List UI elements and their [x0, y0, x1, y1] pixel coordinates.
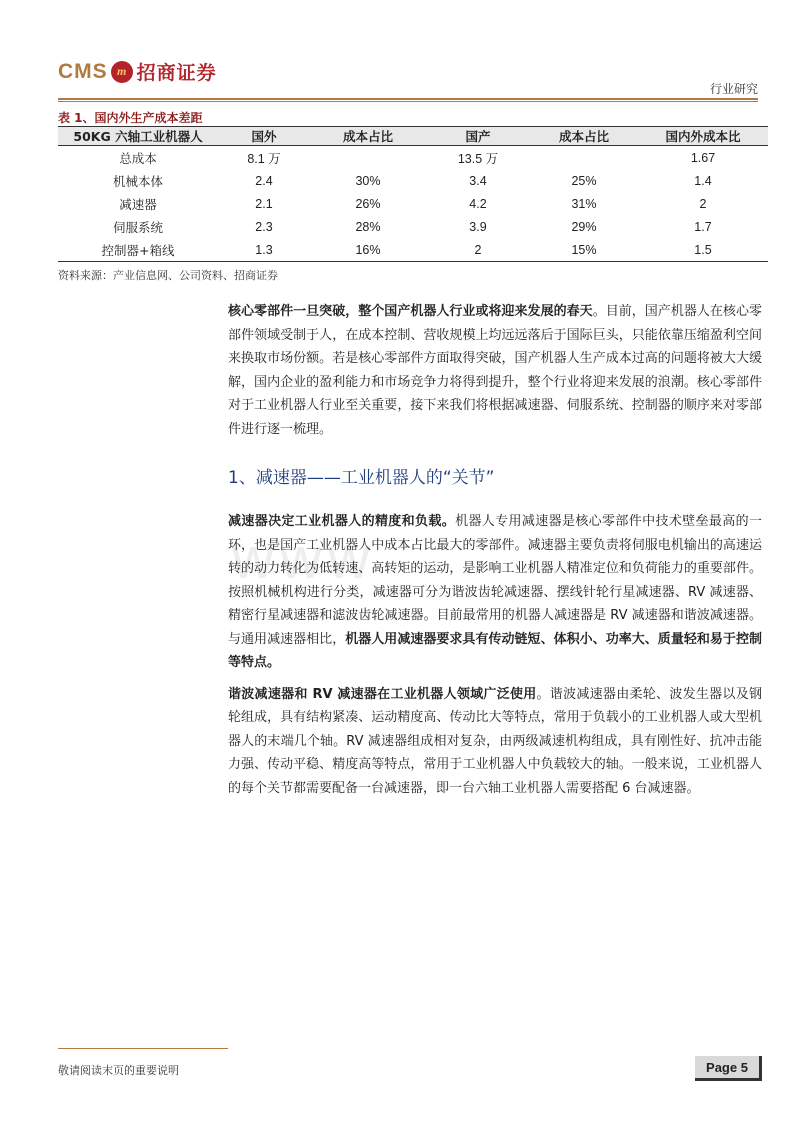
- table-cell: 机械本体: [112, 173, 163, 189]
- table-cell: [310, 146, 426, 170]
- paragraph-emphasis: 机器人用减速器要求具有传动链短、体积小、功率大、质量轻和易于控制等特点。: [228, 631, 762, 670]
- table-cell: 4.2: [469, 196, 487, 211]
- table-row: [58, 146, 768, 170]
- table-cell: 1.7: [694, 219, 712, 234]
- table-cell: 总成本: [119, 150, 157, 166]
- table-header-row: [58, 127, 768, 146]
- paragraph-lead: 减速器决定工业机器人的精度和负载。: [228, 514, 456, 529]
- table-cell: 1.5: [638, 238, 768, 262]
- footer-divider: [58, 1048, 228, 1049]
- table-row: [58, 192, 768, 215]
- table-cell: 控制器+箱线: [58, 238, 218, 262]
- table-cell: 1.67: [690, 150, 716, 165]
- footer-disclaimer: 敬请阅读末页的重要说明: [58, 1064, 179, 1077]
- page-number: Page 5: [695, 1056, 762, 1081]
- table-cell: [530, 146, 638, 170]
- column-header: 国产: [426, 127, 530, 146]
- cms-logo: [58, 58, 217, 85]
- paragraph-text: 。目前，国产机器人在核心零部件领域受制于人，在成本控制、营收规模上均远远落后于国际巨头，只能依靠压缩盈利空间来换取市场份额。若是核心零部件方面取得突破，国产机器人生产成本过高的问题将被大大缓解，国内企业的盈利能力和市场竞争力将得到提升，整个行业将迎来发展的浪潮。核心零部件对于工业机器人行业至关重要，接下来我们将根据减速器、伺服系统、控制器的顺序来对零部件进行逐一梳理。: [228, 304, 762, 437]
- table-cell: 3.4: [469, 173, 487, 188]
- table-cell: 伺服系统: [112, 219, 163, 235]
- column-header: 国内外成本比: [638, 127, 768, 146]
- paragraph-harmonic-rv: [228, 683, 762, 801]
- table-row: [58, 169, 768, 192]
- table-cell: 2: [699, 196, 707, 211]
- table-cell: 15%: [530, 238, 638, 262]
- column-header: 国外: [218, 127, 310, 146]
- column-header: 成本占比: [530, 127, 638, 146]
- paragraph-reducer: [228, 510, 762, 675]
- table-cell: 1.4: [694, 173, 712, 188]
- table-cell: 2: [426, 238, 530, 262]
- column-header: 成本占比: [310, 127, 426, 146]
- column-header: 50KG 六轴工业机器人: [58, 127, 218, 146]
- header-divider: [58, 98, 758, 100]
- body-content: [228, 300, 762, 808]
- paragraph-lead: 核心零部件一旦突破，整个国产机器人行业或将迎来发展的春天: [228, 304, 593, 319]
- table-row: [58, 215, 768, 238]
- table-cell: 25%: [571, 173, 597, 188]
- page-header: [58, 58, 758, 104]
- table-source: 资料来源：产业信息网、公司资料、招商证券: [58, 269, 278, 282]
- cost-comparison-table: [58, 126, 768, 262]
- logo-mark-icon: m: [111, 61, 133, 83]
- header-divider-thin: [58, 101, 758, 102]
- logo-chinese-text: 招商证券: [136, 62, 217, 84]
- table-cell: 31%: [571, 196, 597, 211]
- table-cell: 3.9: [469, 219, 487, 234]
- table-cell: 2.1: [255, 196, 273, 211]
- table-cell: 减速器: [119, 196, 157, 212]
- logo-latin-text: CMS: [58, 59, 108, 83]
- report-category: 行业研究: [709, 82, 758, 96]
- table-cell: 2.3: [255, 219, 273, 234]
- watermark: www: [232, 526, 376, 591]
- table-cell: 26%: [355, 196, 381, 211]
- table-cell: 13.5 万: [457, 151, 499, 166]
- table-cell: 29%: [571, 219, 597, 234]
- table-cell: 1.3: [218, 238, 310, 262]
- paragraph-core-components: [228, 300, 762, 441]
- table-cell: 28%: [355, 219, 381, 234]
- paragraph-text: 机器人专用减速器是核心零部件中技术壁垒最高的一环，也是国产工业机器人中成本占比最大的零部件。减速器主要负责将伺服电机输出的高速运转的动力转化为低转速、高转矩的运动，是影响工业机器人精准定位和负荷能力的重要部件。按照机械机构进行分类，减速器可分为谐波齿轮减速器、摆线针轮行星减速器、RV 减速器、精密行星减速器和滤波齿轮减速器。目前最常用的机器人减速器是 RV 减速器和谐波减速器。与通用减速器相比，: [228, 514, 762, 647]
- table-title: 表 1、国内外生产成本差距: [58, 111, 203, 125]
- paragraph-text: 。谐波减速器由柔轮、波发生器以及钢轮组成，具有结构紧凑、运动精度高、传动比大等特点，常用于负载小的工业机器人或大型机器人的末端几个轴。RV 减速器组成相对复杂，由两级减速机构组成，具有刚性好、抗冲击能力强、传动平稳、精度高等特点，常用于工业机器人中负载较大的轴。一般来说，工业机器人的每个关节都需要配备一台减速器，即一台六轴工业机器人需要搭配 6 台减速器。: [228, 686, 762, 796]
- paragraph-lead: 谐波减速器和 RV 减速器在工业机器人领域广泛使用: [228, 686, 537, 702]
- table-cell: 30%: [355, 173, 381, 188]
- table-row: [58, 238, 768, 262]
- table-cell: 2.4: [255, 173, 273, 188]
- table-cell: 8.1 万: [247, 151, 281, 166]
- section-heading: 1、减速器——工业机器人的“关节”: [228, 468, 495, 488]
- table-cell: 16%: [310, 238, 426, 262]
